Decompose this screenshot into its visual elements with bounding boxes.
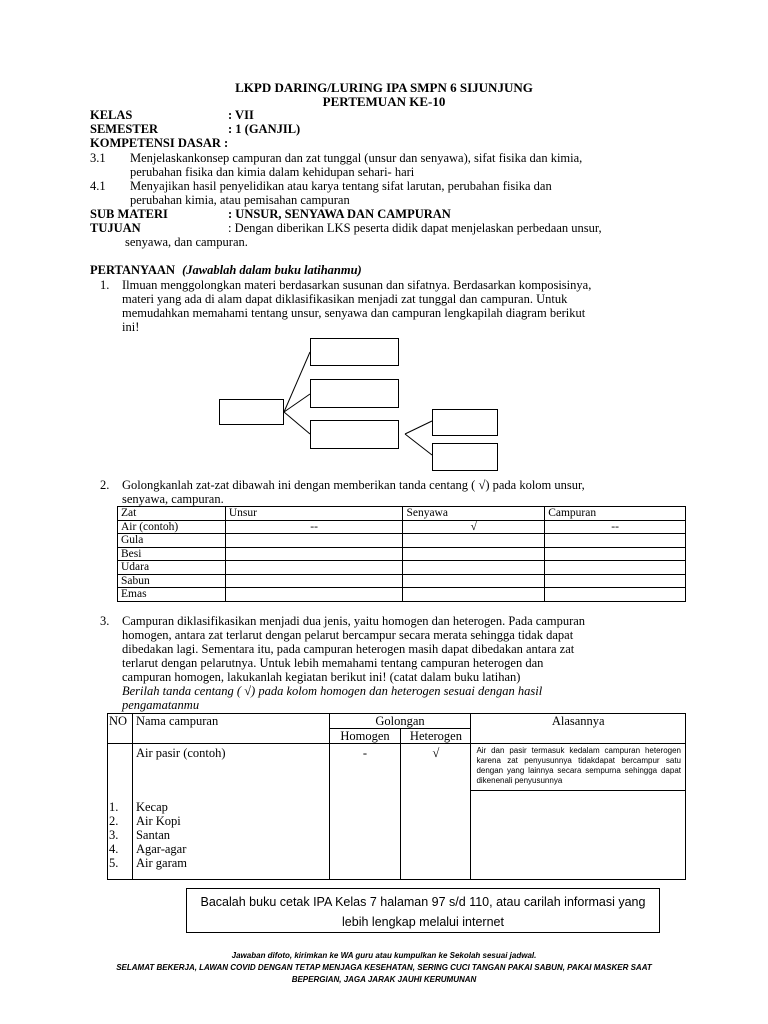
unsur-cell[interactable] (225, 534, 403, 548)
item-number: 2. (109, 814, 119, 828)
kd-text-line2: perubahan kimia, atau pemisahan campuran (130, 193, 350, 207)
footer-message-cont: BEPERGIAN, JAGA JARAK JAUHI KERUMUNAN (291, 975, 477, 984)
table-row (118, 588, 686, 602)
tujuan-row (90, 221, 680, 251)
header-cell: Unsur (225, 507, 403, 521)
campuran-cell: -- (545, 520, 686, 534)
question-3 (90, 614, 680, 714)
diagram-box-level2[interactable] (310, 338, 399, 366)
table-row (118, 534, 686, 548)
kelas-value: : VII (228, 108, 254, 122)
heterogen-column[interactable] (401, 744, 471, 880)
header-heterogen: Heterogen (401, 729, 471, 744)
kelas-label: KELAS (90, 108, 133, 122)
kd-number: 4.1 (90, 179, 106, 193)
item-name: Santan (135, 828, 171, 842)
substance-cell: Besi (118, 547, 226, 561)
instruction-line: Berilah tanda centang ( √) pada kolom homogen dan heterogen sesuai dengan hasil (122, 684, 543, 698)
senyawa-cell: √ (403, 520, 545, 534)
senyawa-cell[interactable] (403, 588, 545, 602)
campuran-cell[interactable] (545, 561, 686, 575)
table-header-row (108, 714, 686, 729)
question-line: memudahkan memahami tentang unsur, senyawa dan campuran lengkapilah diagram berikut (122, 306, 586, 320)
example-reason: Air dan pasir termasuk kedalam campuran heterogen karena zat penyusunnya tidakdapat bercampur satu dengan yang lainnya secara sempurna sehingga dapat dikenenali penyusunnya (471, 744, 685, 791)
item-name: Air garam (135, 856, 188, 870)
question-line: Golongkanlah zat-zat dibawah ini dengan memberikan tanda centang ( √) pada kolom unsur, (122, 478, 585, 492)
unsur-cell[interactable] (225, 588, 403, 602)
diagram-box-level3[interactable] (432, 443, 498, 471)
kd-text-line1: Menjelaskankonsep campuran dan zat tunggal (unsur dan senyawa), sifat fisika dan kimia, (130, 151, 583, 165)
name-column (132, 744, 329, 880)
item-name: Kecap (135, 800, 168, 814)
connector-line (284, 412, 310, 434)
question-line: terlarut dengan pelarutnya. Untuk lebih memahami tentang campuran heterogen dan (122, 656, 544, 670)
footer-message: SELAMAT BEKERJA, LAWAN COVID DENGAN TETAP MENJAGA KESEHATAN, SERING CUCI TANGAN PAKAI SABUN, PAKAI MASKER SAAT (116, 963, 652, 972)
table-row (118, 547, 686, 561)
campuran-cell[interactable] (545, 547, 686, 561)
item-number: 3. (109, 828, 119, 842)
tujuan-label: TUJUAN (90, 221, 141, 235)
senyawa-cell[interactable] (403, 534, 545, 548)
homogen-column[interactable] (329, 744, 401, 880)
kd-item-2 (90, 179, 680, 209)
reading-note-box (186, 888, 660, 933)
question-number: 3. (100, 614, 110, 628)
question-number: 2. (100, 478, 110, 492)
substance-cell: Sabun (118, 574, 226, 588)
reason-column[interactable] (471, 744, 686, 880)
item-name: Agar-agar (135, 842, 187, 856)
substance-cell: Air (contoh) (118, 520, 226, 534)
diagram-box-level2[interactable] (310, 420, 399, 449)
unsur-cell[interactable] (225, 561, 403, 575)
kd-item-1 (90, 151, 680, 181)
example-heterogen: √ (432, 746, 440, 760)
document-title: LKPD DARING/LURING IPA SMPN 6 SIJUNJUNG (235, 80, 533, 95)
kd-text-line1: Menyajikan hasil penyelidikan atau karya tentang sifat larutan, perubahan fisika dan (130, 179, 552, 193)
question-line: Ilmuan menggolongkan materi berdasarkan susunan dan sifatnya. Berdasarkan komposisinya, (122, 278, 592, 292)
pertanyaan-heading (90, 263, 680, 278)
submateri-label: SUB MATERI (90, 207, 168, 221)
pertanyaan-hint: (Jawablah dalam buku latihanmu) (182, 263, 362, 277)
kd-text-line2: perubahan fisika dan kimia dalam kehidupan sehari- hari (130, 165, 415, 179)
senyawa-cell[interactable] (403, 561, 545, 575)
question-number: 1. (100, 278, 110, 292)
classification-table (117, 506, 686, 602)
item-number: 4. (109, 842, 119, 856)
mixture-table (107, 713, 686, 880)
meeting-title: PERTEMUAN KE-10 (322, 94, 446, 109)
substance-cell: Udara (118, 561, 226, 575)
submateri-value: : UNSUR, SENYAWA DAN CAMPURAN (228, 207, 451, 221)
semester-value: : 1 (GANJIL) (228, 122, 301, 136)
question-2 (90, 478, 680, 508)
unsur-cell[interactable] (225, 547, 403, 561)
header-cell: Campuran (545, 507, 686, 521)
example-name: Air pasir (contoh) (135, 746, 226, 760)
header-alasan: Alasannya (471, 714, 686, 744)
semester-label: SEMESTER (90, 122, 159, 136)
table-row (108, 744, 686, 880)
connector-line (405, 434, 432, 455)
question-line: campuran homogen, lakukanlah kegiatan berikut ini! (catat dalam buku latihan) (122, 670, 521, 684)
question-line: ini! (122, 320, 140, 334)
header-no: NO (108, 714, 133, 744)
senyawa-cell[interactable] (403, 574, 545, 588)
table-header-row (118, 507, 686, 521)
unsur-cell[interactable] (225, 574, 403, 588)
item-number: 1. (109, 800, 119, 814)
item-number: 5. (109, 856, 119, 870)
header-cell: Zat (118, 507, 226, 521)
header-cell: Senyawa (403, 507, 545, 521)
kd-number: 3.1 (90, 151, 106, 165)
diagram-box-level2[interactable] (310, 379, 399, 408)
example-homogen: - (362, 746, 368, 760)
note-line: Bacalah buku cetak IPA Kelas 7 halaman 97 s/d 110, atau carilah informasi yang (200, 895, 646, 909)
pertanyaan-label: PERTANYAAN (90, 263, 175, 277)
kd-label: KOMPETENSI DASAR : (90, 136, 229, 150)
table-row (118, 520, 686, 534)
diagram-box-level3[interactable] (432, 409, 498, 436)
tujuan-value: : Dengan diberikan LKS peserta didik dapat menjelaskan perbedaan unsur, (228, 221, 602, 235)
question-line: materi yang ada di alam dapat diklasifikasikan menjadi zat tunggal dan campuran. Untuk (122, 292, 568, 306)
substance-cell: Gula (118, 534, 226, 548)
question-1 (90, 278, 680, 340)
unsur-cell: -- (225, 520, 403, 534)
substance-cell: Emas (118, 588, 226, 602)
instruction-line: pengamatanmu (122, 698, 200, 712)
item-name: Air Kopi (135, 814, 181, 828)
no-column (108, 744, 133, 880)
table-row (118, 574, 686, 588)
campuran-cell[interactable] (545, 588, 686, 602)
question-line: homogen, antara zat terlarut dengan pelarut bercampur secara merata sehingga tidak dapat (122, 628, 574, 642)
campuran-cell[interactable] (545, 574, 686, 588)
note-line: lebih lengkap melalui internet (342, 915, 504, 929)
table-row (118, 561, 686, 575)
connector-line (405, 421, 432, 434)
senyawa-cell[interactable] (403, 547, 545, 561)
tujuan-value-cont: senyawa, dan campuran. (125, 235, 248, 249)
question-line: dibedakan lagi. Sementara itu, pada campuran heterogen masih dapat dibedakan antara zat (122, 642, 575, 656)
header-golongan: Golongan (329, 714, 471, 729)
diagram-box-materi[interactable] (219, 399, 284, 425)
question-line: senyawa, campuran. (122, 492, 224, 506)
question-line: Campuran diklasifikasikan menjadi dua jenis, yaitu homogen dan heterogen. Pada campuran (122, 614, 586, 628)
header-nama: Nama campuran (132, 714, 329, 744)
header-homogen: Homogen (329, 729, 401, 744)
campuran-cell[interactable] (545, 534, 686, 548)
footer-instruction: Jawaban difoto, kirimkan ke WA guru atau kumpulkan ke Sekolah sesuai jadwal. (231, 951, 537, 960)
